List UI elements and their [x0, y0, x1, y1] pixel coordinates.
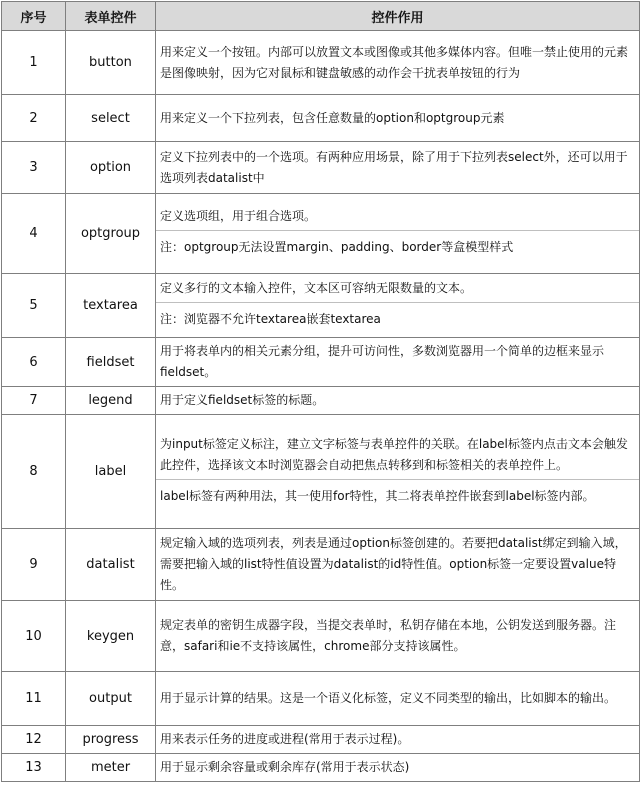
row-description: [156, 95, 640, 142]
row-control-name: output: [66, 672, 156, 726]
row-description: [156, 31, 640, 95]
row-index: 11: [2, 672, 66, 726]
row-index: 6: [2, 338, 66, 387]
description-text: 用来定义一个按钮。内部可以放置文本或图像或其他多媒体内容。但唯一禁止使用的元素是图像映射，因为它对鼠标和键盘敏感的动作会干扰表单按钮的行为: [160, 44, 629, 80]
row-index: 8: [2, 415, 66, 529]
row-control-name: label: [66, 415, 156, 529]
description-note: 注：optgroup无法设置margin、padding、border等盒模型样式: [156, 230, 639, 264]
table-row: [2, 274, 640, 338]
row-control-name: keygen: [66, 601, 156, 672]
description-text: 定义下拉列表中的一个选项。有两种应用场景，除了用于下拉列表select外，还可以用于选项列表datalist中: [160, 149, 628, 185]
description-note: 注：浏览器不允许textarea嵌套textarea: [156, 302, 639, 336]
description-text: 规定输入域的选项列表，列表是通过option标签创建的。若要把datalist绑定到输入域，需要把输入域的list特性值设置为datalist的id特性值。option标签一定要设置value特性。: [160, 536, 627, 592]
header-index: 序号: [2, 2, 66, 31]
table-row: [2, 672, 640, 726]
row-index: 1: [2, 31, 66, 95]
form-controls-table: [1, 1, 640, 782]
row-index: 5: [2, 274, 66, 338]
table-row: [2, 31, 640, 95]
row-index: 7: [2, 387, 66, 415]
row-description: [156, 672, 640, 726]
description-text: 定义选项组，用于组合选项。: [160, 209, 317, 223]
table-row: [2, 142, 640, 194]
row-description: [156, 726, 640, 754]
row-index: 9: [2, 529, 66, 601]
description-note: label标签有两种用法，其一使用for特性，其二将表单控件嵌套到label标签内部。: [156, 479, 639, 513]
row-control-name: fieldset: [66, 338, 156, 387]
table-row: [2, 754, 640, 782]
description-text: 用于将表单内的相关元素分组，提升可访问性，多数浏览器用一个简单的边框来显示fieldset。: [160, 344, 605, 379]
row-description: [156, 338, 640, 387]
description-text: 用于显示计算的结果。这是一个语义化标签，定义不同类型的输出，比如脚本的输出。: [160, 691, 617, 705]
table-row: [2, 726, 640, 754]
row-control-name: progress: [66, 726, 156, 754]
table-row: [2, 415, 640, 529]
description-text: 定义多行的文本输入控件，文本区可容纳无限数量的文本。: [160, 281, 473, 295]
row-control-name: button: [66, 31, 156, 95]
description-text: 用于定义fieldset标签的标题。: [160, 393, 325, 407]
table-row: [2, 387, 640, 415]
row-description: [156, 415, 640, 529]
row-description: [156, 142, 640, 194]
table-row: [2, 601, 640, 672]
row-index: 10: [2, 601, 66, 672]
row-description: [156, 601, 640, 672]
row-description: [156, 194, 640, 274]
row-index: 4: [2, 194, 66, 274]
row-index: 13: [2, 754, 66, 782]
table-row: [2, 338, 640, 387]
row-control-name: legend: [66, 387, 156, 415]
row-description: [156, 274, 640, 338]
header-control: 表单控件: [66, 2, 156, 31]
header-row: [2, 2, 640, 31]
table-row: [2, 95, 640, 142]
row-control-name: optgroup: [66, 194, 156, 274]
row-control-name: option: [66, 142, 156, 194]
table-row: [2, 529, 640, 601]
description-text: 用于显示剩余容量或剩余库存(常用于表示状态): [160, 760, 410, 774]
row-control-name: datalist: [66, 529, 156, 601]
row-control-name: meter: [66, 754, 156, 782]
header-purpose: 控件作用: [156, 2, 640, 31]
row-control-name: select: [66, 95, 156, 142]
row-index: 12: [2, 726, 66, 754]
description-text: 规定表单的密钥生成器字段，当提交表单时，私钥存储在本地，公钥发送到服务器。注意，safari和ie不支持该属性，chrome部分支持该属性。: [160, 618, 617, 653]
description-text: 为input标签定义标注，建立文字标签与表单控件的关联。在label标签内点击文本会触发此控件，选择该文本时浏览器会自动把焦点转移到和标签相关的表单控件上。: [160, 436, 628, 472]
row-description: [156, 754, 640, 782]
row-index: 2: [2, 95, 66, 142]
description-text: 用来定义一个下拉列表，包含任意数量的option和optgroup元素: [160, 110, 505, 125]
row-description: [156, 387, 640, 415]
row-index: 3: [2, 142, 66, 194]
row-description: [156, 529, 640, 601]
description-text: 用来表示任务的进度或进程(常用于表示过程)。: [160, 732, 410, 746]
table-row: [2, 194, 640, 274]
row-control-name: textarea: [66, 274, 156, 338]
